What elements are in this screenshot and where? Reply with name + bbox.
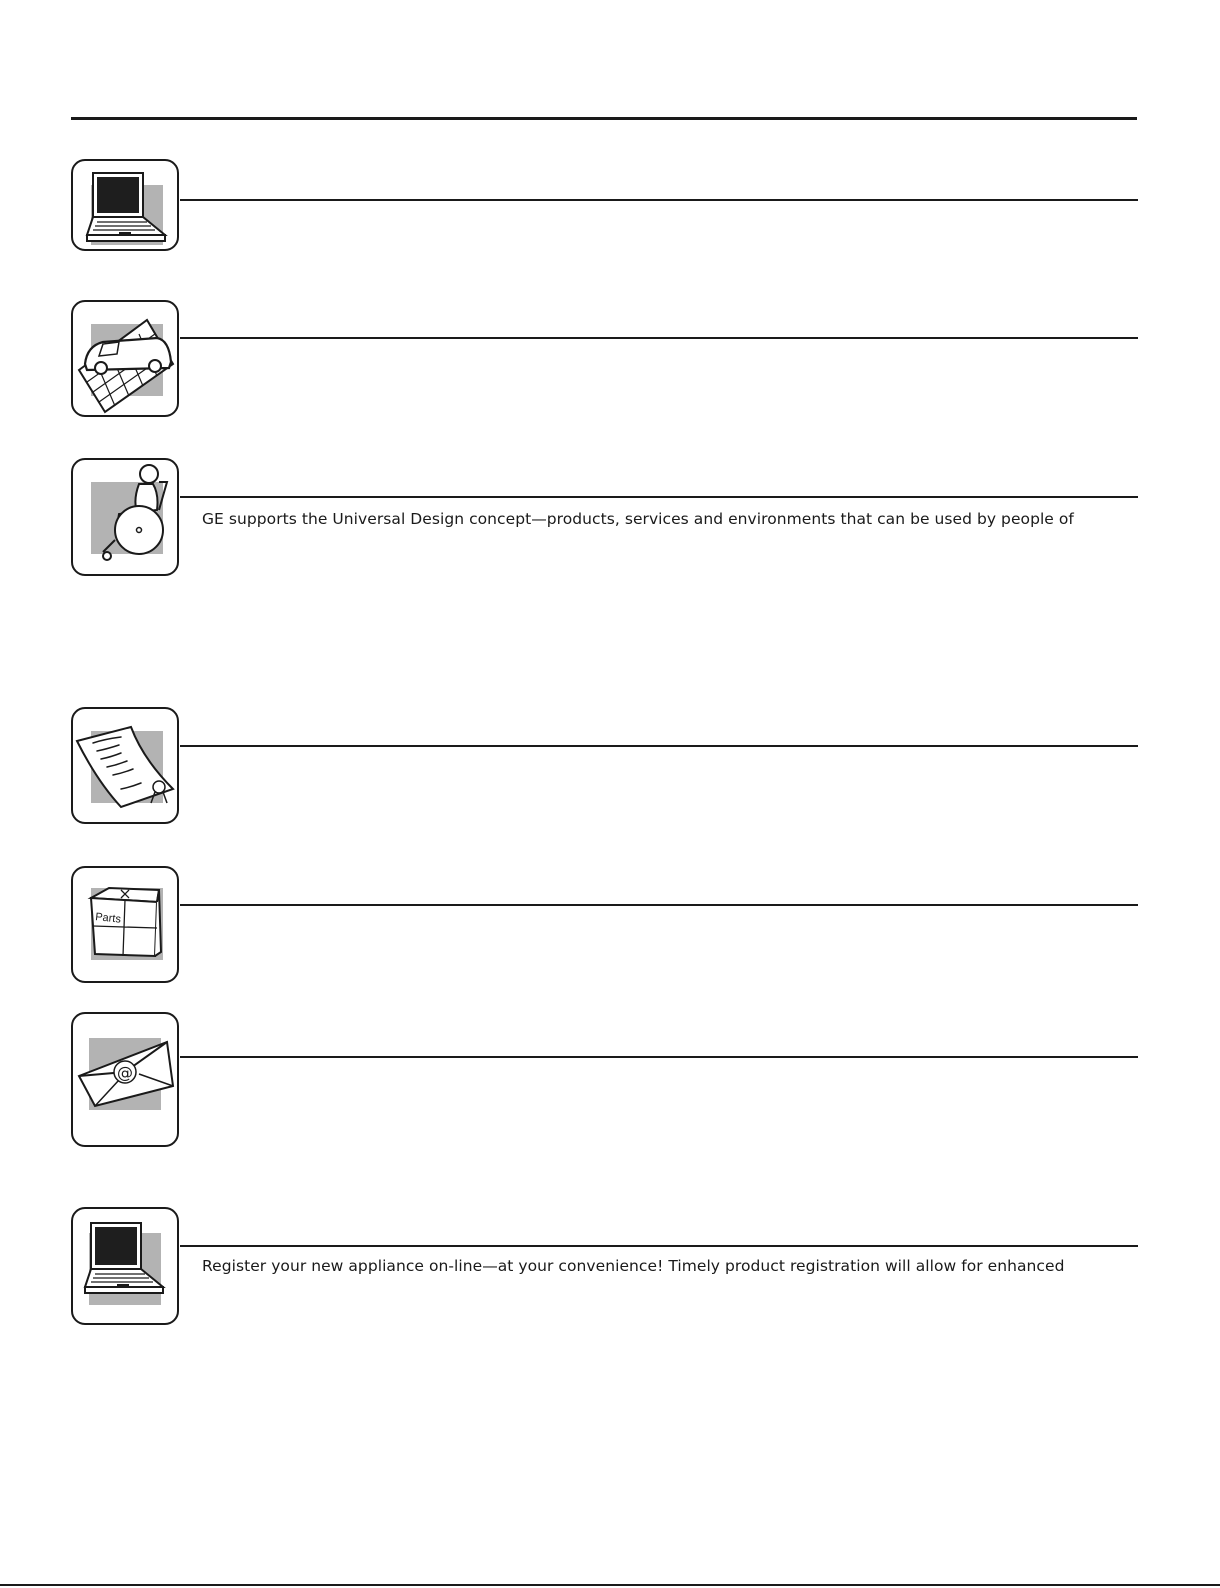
section-rule-2 xyxy=(180,337,1138,339)
section-4-icon-frame xyxy=(71,707,179,824)
parts-box-icon xyxy=(73,868,177,981)
parts-box-label: Parts xyxy=(94,911,122,926)
section-1-icon-frame xyxy=(71,159,179,251)
warranty-certificate-icon xyxy=(73,709,177,822)
envelope-at-symbol: @ xyxy=(117,1063,133,1082)
section-rule-6 xyxy=(180,1056,1138,1058)
laptop-icon xyxy=(73,161,177,249)
page-top-rule xyxy=(71,117,1137,120)
laptop-icon xyxy=(73,1209,177,1323)
section-6-icon-frame xyxy=(71,1012,179,1147)
section-rule-5 xyxy=(180,904,1138,906)
section-7-icon-frame xyxy=(71,1207,179,1325)
email-envelope-icon xyxy=(73,1014,177,1145)
universal-design-text: GE supports the Universal Design concept—products, services and environments that can be used by people of xyxy=(202,510,1074,528)
section-rule-3 xyxy=(180,496,1138,498)
section-3-icon-frame xyxy=(71,458,179,576)
wheelchair-icon xyxy=(73,460,177,574)
section-2-icon-frame xyxy=(71,300,179,417)
section-rule-1 xyxy=(180,199,1138,201)
page-bottom-rule xyxy=(0,1584,1220,1586)
service-van-calendar-icon xyxy=(73,302,177,415)
section-rule-7 xyxy=(180,1245,1138,1247)
section-5-icon-frame xyxy=(71,866,179,983)
product-registration-text: Register your new appliance on-line—at your convenience! Timely product registration will allow for enhanced xyxy=(202,1257,1065,1275)
section-rule-4 xyxy=(180,745,1138,747)
